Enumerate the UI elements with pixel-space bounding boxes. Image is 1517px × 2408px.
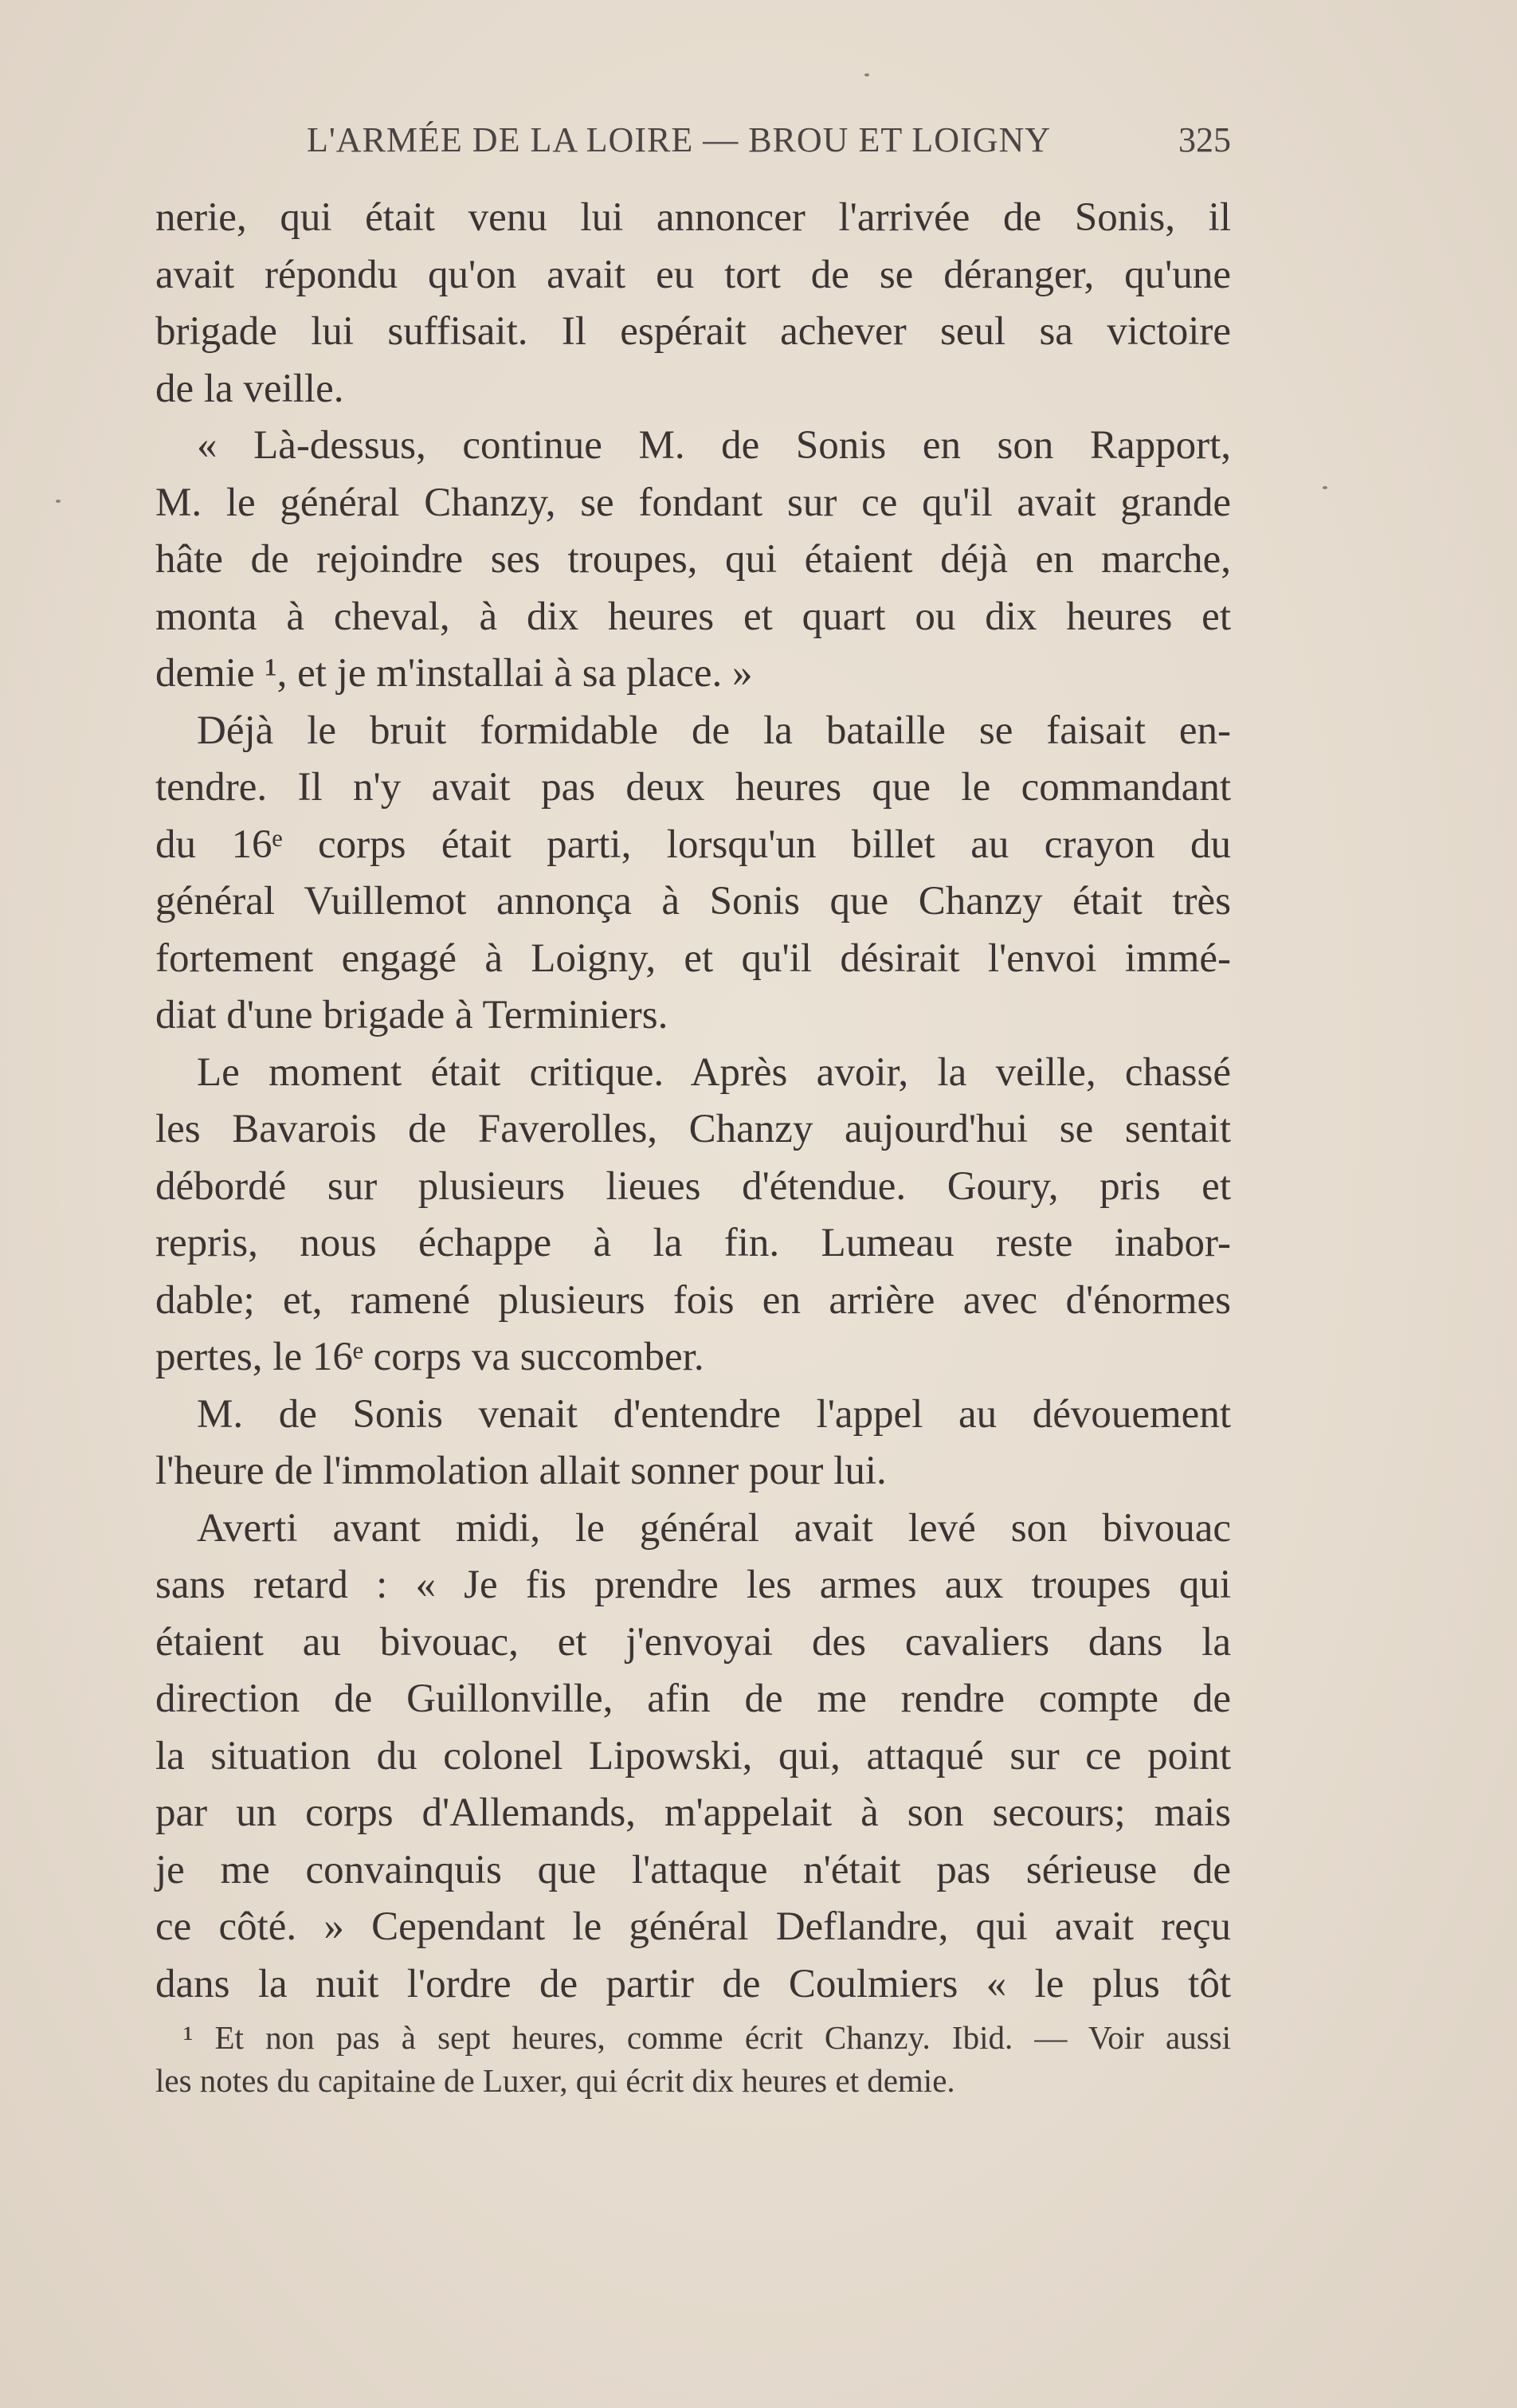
text-line: je me convainquis que l'attaque n'était pas sérieuse de bbox=[155, 1847, 1231, 1892]
text-line: brigade lui suffisait. Il espérait achever seul sa victoire bbox=[155, 309, 1231, 354]
text-line: M. de Sonis venait d'entendre l'appel au dévouement bbox=[197, 1391, 1231, 1437]
text-line: l'heure de l'immolation allait sonner pour lui. bbox=[155, 1449, 887, 1493]
paper-speck bbox=[56, 500, 61, 503]
body-text bbox=[155, 190, 1231, 2013]
text-line: Averti avant midi, le général avait levé son bivouac bbox=[197, 1505, 1231, 1551]
text-line: direction de Guillonville, afin de me rendre compte de bbox=[155, 1677, 1231, 1721]
text-line: par un corps d'Allemands, m'appelait à son secours; mais bbox=[155, 1790, 1231, 1835]
text-line: avait répondu qu'on avait eu tort de se déranger, qu'une bbox=[155, 252, 1231, 297]
text-line: Déjà le bruit formidable de la bataille se faisait en- bbox=[197, 708, 1231, 753]
text-line: dans la nuit l'ordre de partir de Coulmiers « le plus tôt bbox=[155, 1961, 1231, 2006]
text-line: diat d'une brigade à Terminiers. bbox=[155, 993, 668, 1037]
text-line: tendre. Il n'y avait pas deux heures que le commandant bbox=[155, 765, 1231, 810]
running-title: L'ARMÉE DE LA LOIRE — BROU ET LOIGNY bbox=[307, 120, 1052, 159]
text-line: ce côté. » Cependant le général Deflandre, qui avait reçu bbox=[155, 1904, 1231, 1949]
text-line: étaient au bivouac, et j'envoyai des cavaliers dans la bbox=[155, 1619, 1231, 1665]
text-line: pertes, le 16ᵉ corps va succomber. bbox=[155, 1335, 704, 1379]
footnote-line: les notes du capitaine de Luxer, qui écrit dix heures et demie. bbox=[155, 2062, 955, 2099]
text-line: la situation du colonel Lipowski, qui, attaqué sur ce point bbox=[155, 1733, 1231, 1779]
text-line: fortement engagé à Loigny, et qu'il désirait l'envoi immé- bbox=[155, 935, 1231, 981]
page-number: 325 bbox=[1178, 120, 1231, 159]
text-line: « Là-dessus, continue M. de Sonis en son Rapport, bbox=[197, 423, 1231, 468]
footnotes bbox=[155, 2016, 1231, 2102]
text-line: repris, nous échappe à la fin. Lumeau reste inabor- bbox=[155, 1221, 1231, 1265]
text-line: monta à cheval, à dix heures et quart ou dix heures et bbox=[155, 594, 1231, 639]
text-line: M. le général Chanzy, se fondant sur ce qu'il avait grande bbox=[155, 480, 1231, 525]
text-line: demie ¹, et je m'installai à sa place. » bbox=[155, 651, 753, 696]
paper-speck bbox=[864, 73, 869, 76]
text-line: les Bavarois de Faverolles, Chanzy aujourd'hui se sentait bbox=[155, 1107, 1231, 1151]
text-line: débordé sur plusieurs lieues d'étendue. Goury, pris et bbox=[155, 1163, 1231, 1209]
text-line: sans retard : « Je fis prendre les armes aux troupes qui bbox=[155, 1563, 1231, 1607]
text-line: du 16ᵉ corps était parti, lorsqu'un billet au crayon du bbox=[155, 822, 1231, 867]
text-line: dable; et, ramené plusieurs fois en arrière avec d'énormes bbox=[155, 1277, 1231, 1323]
text-line: hâte de rejoindre ses troupes, qui étaient déjà en marche, bbox=[155, 537, 1231, 582]
text-line: nerie, qui était venu lui annoncer l'arrivée de Sonis, il bbox=[155, 195, 1231, 240]
paper-speck bbox=[1323, 486, 1327, 489]
text-line: Le moment était critique. Après avoir, la veille, chassé bbox=[197, 1049, 1231, 1095]
text-line: général Vuillemot annonça à Sonis que Chanzy était très bbox=[155, 879, 1231, 924]
page-header bbox=[307, 120, 1231, 175]
text-line: de la veille. bbox=[155, 366, 344, 411]
footnote-line: ¹ Et non pas à sept heures, comme écrit Chanzy. Ibid. — Voir aussi bbox=[183, 2019, 1231, 2056]
